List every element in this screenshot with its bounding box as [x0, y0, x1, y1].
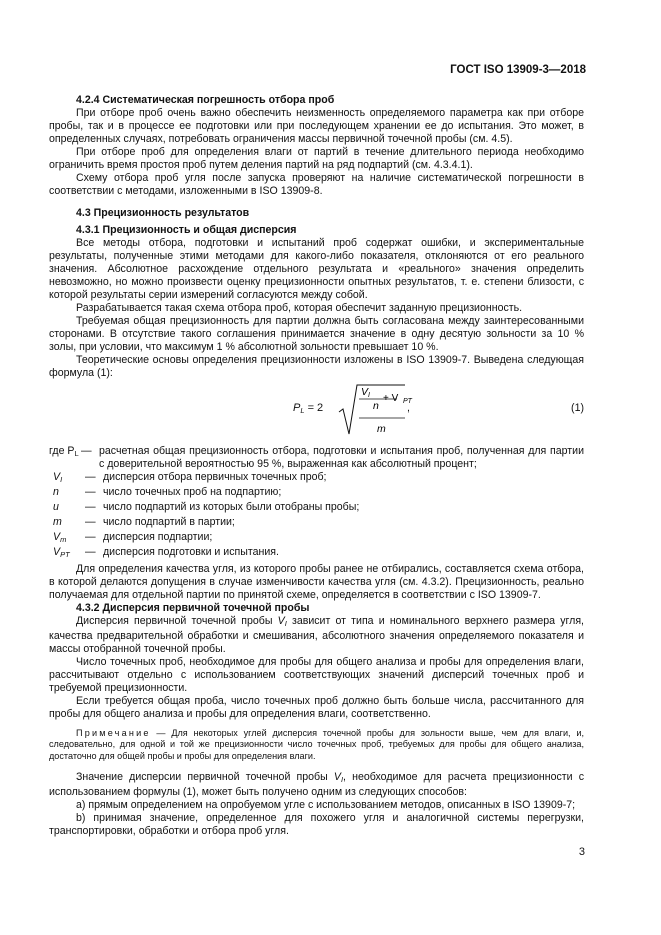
variable-row: $V_{PT}$ — дисперсия подготовки и испытания.	[53, 546, 279, 559]
list-item-a: а) прямым определением на опробуемом угле с использованием методов, описанных в ISO 13909-7;	[76, 799, 576, 812]
variable-row: m — число подпартий в партии;	[53, 516, 235, 528]
section-4-2-4-heading: 4.2.4 Систематическая погрешность отбора проб	[76, 94, 335, 106]
formula-vpt-sub: PT	[403, 398, 412, 405]
variable-row: $V_I$ — дисперсия отбора первичных точечных проб;	[53, 471, 327, 484]
variable-row: где $P_L$ — расчетная общая прецизионность отбора, подготовки и испытания проб, полученная для партии с доверительной вероятностью 95 %, выраженная как абсолютный процент;	[49, 445, 584, 470]
formula-lhs: $P_L = 2$	[293, 402, 324, 415]
variable-row: u — число подпартий из которых были отобраны пробы;	[53, 501, 360, 513]
paragraph: При отборе проб очень важно обеспечить неизменность определяемого параметра как при отборе пробы, так и в процессе ее подготовки или при последующем хранении ее до испытания. Это может, в определенных случаях, потребовать ограничения массы первичной точечной пробы (см. 4.5).	[49, 107, 584, 145]
formula-n: n	[373, 400, 379, 412]
paragraph: Дисперсия первичной точечной пробы $V_I$ зависит от типа и номинального верхнего размера угля, качества предварительной обработки и смешивания, абсолютного значения определяемого показателя и массы отобранной точечной пробы.	[49, 615, 584, 655]
paragraph: Число точечных проб, необходимое для пробы для общего анализа и пробы для определения влаги, рассчитывают отдельно с использованием соответствующих значений дисперсий точечных проб и требуемой прецизионности.	[49, 656, 584, 694]
paragraph: Значение дисперсии первичной точечной пробы $V_I$, необходимое для расчета прецизионности с использованием формулы (1), может быть получено одним из следующих способов:	[49, 771, 584, 799]
note-label: Примечание	[76, 728, 151, 738]
list-item-b: b) принимая значение, определенное для похожего угля и аналогичной системы перегрузки, транспортировки, обработки и отбора проб угля.	[49, 812, 584, 838]
section-4-3-heading: 4.3 Прецизионность результатов	[76, 207, 250, 219]
paragraph: Требуемая общая прецизионность для партии должна быть согласована между заинтересованными сторонами. В отсутствие такого соглашения принимается значение в одну десятую зольности за 10 % золы, при условии, что максимум 1 % абсолютной зольности превышает 10 %.	[49, 315, 584, 353]
variable-row: $V_m$ — дисперсия подпартии;	[53, 531, 213, 544]
page-number: 3	[578, 846, 585, 858]
formula-radical	[337, 382, 427, 442]
formula-number: (1)	[571, 402, 584, 414]
paragraph: Теоретические основы определения прецизионности изложены в ISO 13909-7. Выведена следующая формула (1):	[49, 354, 584, 379]
section-4-3-1-heading: 4.3.1 Прецизионность и общая дисперсия	[76, 224, 297, 236]
paragraph: При отборе проб для определения влаги от партий в течение длительного периода необходимо ограничить время простоя проб путем деления партий на ряд подпартий (см. 4.3.4.1).	[49, 146, 584, 171]
formula-comma: ,	[407, 402, 410, 414]
section-4-3-2-heading: 4.3.2 Дисперсия первичной точечной пробы	[76, 602, 310, 614]
formula-plus-vpt: + V	[383, 393, 399, 404]
formula-1	[49, 384, 584, 442]
page-body	[49, 94, 584, 838]
variable-definitions	[49, 445, 584, 561]
paragraph: Разрабатывается такая схема отбора проб, которая обеспечит заданную прецизионность.	[76, 302, 523, 314]
formula-vi: V	[361, 386, 369, 398]
paragraph: Для определения качества угля, из которого пробы ранее не отбирались, составляется схема отбора, в которой делаются допущения в случае изменчивости качества угля (см. 4.3.2). Прецизионность, реально получаемая для отдельной партии по принятой схеме, определяется в соответствии с ISO 13909-7.	[49, 563, 584, 601]
paragraph: Схему отбора проб угля после запуска проверяют на наличие систематической погрешности в соответствии с методами, изложенными в ISO 13909-8.	[49, 172, 584, 197]
formula-vi-sub: I	[368, 392, 370, 399]
paragraph: Все методы отбора, подготовки и испытаний проб содержат ошибки, и экспериментальные результаты, полученные этими методами для какого-либо показателя, отклоняются от его реального значения. Абсолютное расхождение отдельного результата и «реального» значения определить невозможно, но можно произвести оценку прецизионности опытных результатов, т. е. степени близости, с которой результаты серии измерений согласуются между собой.	[49, 237, 584, 301]
note: Примечание — Для некоторых углей дисперсия точечной пробы для зольности выше, чем для влаги, и, следовательно, для одной и той же прецизионности число точечных проб, требуемых для пробы для общего анализа, достаточно для общей пробы и пробы для определения влаги.	[49, 728, 584, 761]
variable-row: n — число точечных проб на подпартию;	[53, 486, 282, 498]
paragraph: Если требуется общая проба, число точечных проб должно быть больше числа, рассчитанного для пробы для общего анализа и пробы для определения влаги, соответственно.	[49, 695, 584, 720]
formula-m: m	[377, 423, 386, 435]
document-header: ГОСТ ISO 13909-3—2018	[450, 64, 586, 76]
